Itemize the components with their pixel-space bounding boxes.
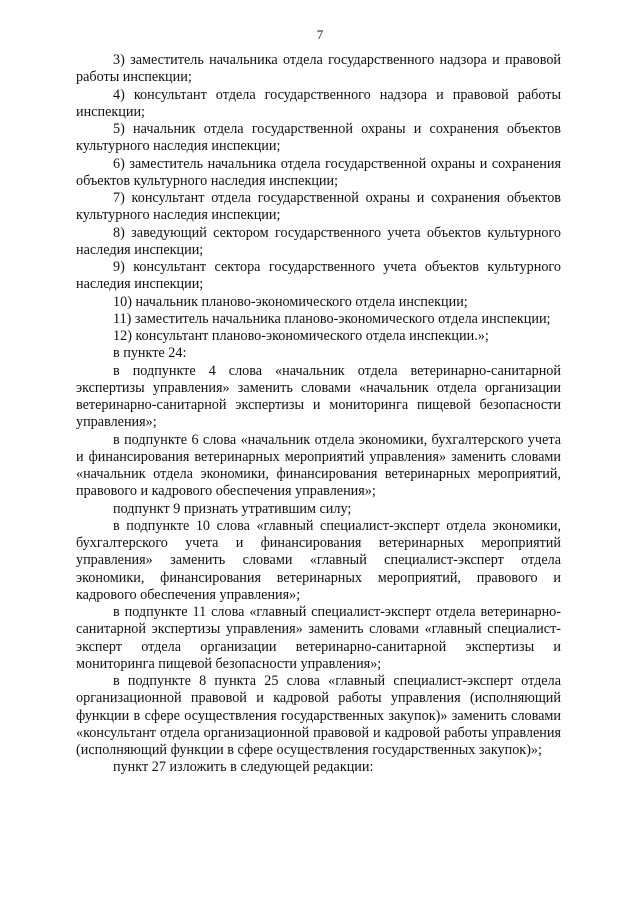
paragraph-18: пункт 27 изложить в следующей редакции: — [113, 759, 374, 776]
paragraph-5: 7) консультант отдела государственной охраны и сохранения объектов культурного наследия инспекции; — [76, 190, 561, 224]
paragraph-10: 12) консультант планово-экономического отдела инспекции.»; — [113, 328, 489, 344]
paragraph-2: 4) консультант отдела государственного надзора и правовой работы инспекции; — [76, 86, 561, 120]
paragraph-14: подпункт 9 признать утратившим силу; — [113, 500, 352, 517]
paragraph-13: в подпункте 6 слова «начальник отдела экономики, бухгалтерского учета и финансирования ветеринарных мероприятий управления» заменить словами «начальник отдела экономики, финансирования ветеринарных мероприятий, правового и кадрового обеспечения управления»; — [76, 431, 561, 500]
paragraph-11: в пункте 24: — [113, 345, 187, 362]
paragraph-15: в подпункте 10 слова «главный специалист-эксперт отдела экономики, бухгалтерского учета и финансирования ветеринарных мероприятий управления» заменить словами «главный специалист-эксперт отдела экономики, финансирования ветеринарных мероприятий, правового и кадрового обеспечения управления»; — [76, 517, 561, 603]
paragraph-8: 10) начальник планово-экономического отдела инспекции; — [113, 293, 468, 310]
paragraph-1: 3) заместитель начальника отдела государственного надзора и правовой работы инспекции; — [76, 52, 561, 86]
paragraph-9: 11) заместитель начальника планово-экономического отдела инспекции; — [113, 310, 551, 327]
paragraph-17: в подпункте 8 пункта 25 слова «главный специалист-эксперт отдела организационной правовой и кадровой работы управления (исполняющий функции в сфере осуществления государственных закупок)» заменить словами «консультант отдела организационной правовой и кадровой работы управления (исполняющий функции в сфере осуществления государственных закупок)»; — [76, 673, 561, 758]
paragraph-3: 5) начальник отдела государственной охраны и сохранения объектов культурного наследия инспекции; — [76, 121, 561, 155]
page-number: 7 — [316, 27, 324, 42]
paragraph-7: 9) консультант сектора государственного учета объектов культурного наследия инспекции; — [76, 259, 561, 293]
paragraph-4: 6) заместитель начальника отдела государственной охраны и сохранения объектов культурного наследия инспекции; — [76, 155, 561, 189]
paragraph-16: в подпункте 11 слова «главный специалист-эксперт отдела ветеринарно-санитарной экспертизы управления» заменить словами «главный специалист-эксперт отдела организации ветеринарно-санитарной экспертизы и мониторинга пищевой безопасности управления»; — [76, 604, 561, 672]
document-body — [76, 52, 561, 777]
paragraph-12: в подпункте 4 слова «начальник отдела ветеринарно-санитарной экспертизы управления» заменить словами «начальник отдела организации ветеринарно-санитарной экспертизы и мониторинга пищевой безопасности управления»; — [76, 362, 561, 431]
paragraph-6: 8) заведующий сектором государственного учета объектов культурного наследия инспекции; — [76, 224, 561, 258]
